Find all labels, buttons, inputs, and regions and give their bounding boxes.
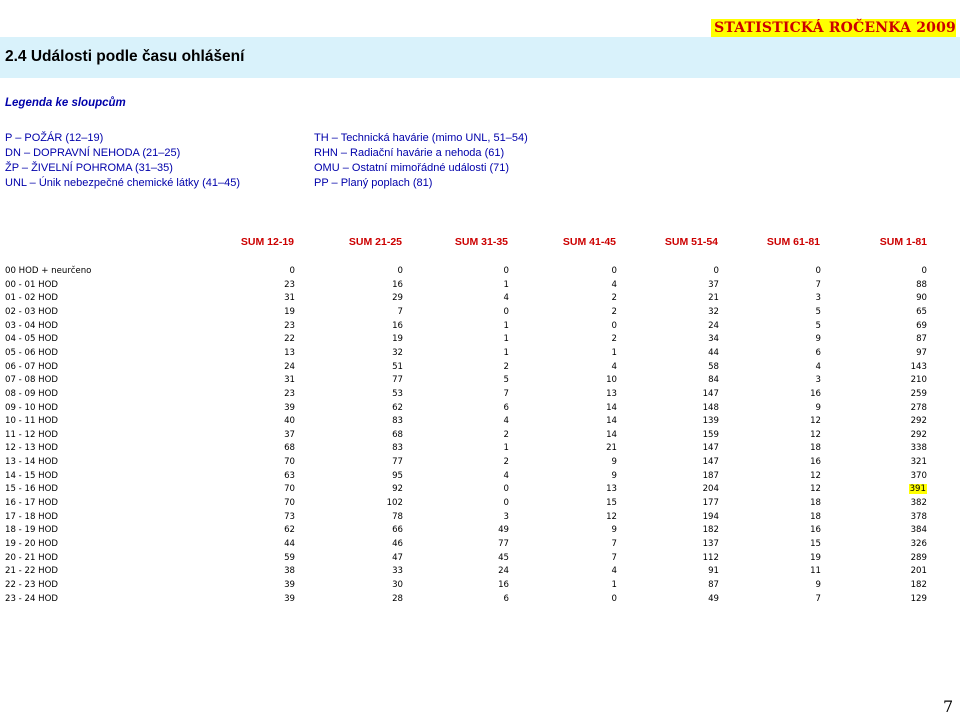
- table-cell: 97: [916, 347, 927, 358]
- table-cell: 0: [815, 266, 821, 276]
- table-cell: 6: [815, 347, 821, 358]
- legend-item: UNL – Únik nebezpečné chemické látky (41–45): [5, 177, 240, 189]
- table-cell: 147: [702, 457, 719, 468]
- table-cell: 148: [702, 402, 719, 413]
- table-cell: 49: [708, 593, 719, 604]
- table-cell: 68: [284, 443, 295, 454]
- table-cell: 44: [708, 347, 719, 358]
- table-cell: 21: [708, 293, 719, 304]
- row-label: 03 - 04 HOD: [5, 320, 59, 331]
- table-cell: 78: [392, 511, 403, 522]
- table-cell: 5: [503, 375, 509, 386]
- table-cell: 68: [392, 429, 403, 440]
- row-label: 01 - 02 HOD: [5, 293, 59, 304]
- table-row: [5, 334, 927, 348]
- legend-item: PP – Planý poplach (81): [314, 177, 433, 189]
- table-cell: 14: [606, 402, 617, 413]
- table-cell: 40: [284, 416, 295, 427]
- table-cell: 32: [708, 306, 719, 317]
- table-cell: 0: [503, 484, 509, 495]
- table-cell: 70: [284, 457, 295, 468]
- table-cell: 9: [611, 457, 617, 468]
- row-label: 11 - 12 HOD: [5, 429, 59, 440]
- row-label: 12 - 13 HOD: [5, 443, 59, 454]
- column-header-sum-31-35: SUM 31-35: [454, 236, 508, 248]
- table-cell: 16: [392, 320, 403, 331]
- table-row: [5, 389, 927, 403]
- table-row: [5, 594, 927, 608]
- table-cell: 12: [810, 470, 821, 481]
- row-label: 23 - 24 HOD: [5, 593, 59, 604]
- table-cell: 289: [910, 552, 927, 563]
- section-title: 2.4 Události podle času ohlášení: [5, 48, 245, 65]
- table-cell: 182: [702, 525, 719, 536]
- table-row: [5, 498, 927, 512]
- table-cell: 30: [392, 579, 403, 590]
- table-cell: 0: [921, 266, 927, 276]
- table-cell: 63: [284, 470, 295, 481]
- column-header-sum-12-19: SUM 12-19: [240, 236, 294, 248]
- table-cell: 326: [910, 539, 927, 549]
- table-row: [5, 566, 927, 580]
- table-cell: 23: [284, 388, 295, 399]
- table-cell: 6: [503, 402, 509, 413]
- row-label: 14 - 15 HOD: [5, 470, 59, 481]
- table-cell: 13: [606, 484, 617, 495]
- table-cell: 139: [702, 416, 719, 427]
- table-cell: 23: [284, 320, 295, 331]
- column-header-sum-21-25: SUM 21-25: [348, 236, 402, 248]
- table-cell-highlighted: 391: [909, 484, 926, 495]
- table-cell: 14: [606, 416, 617, 427]
- table-cell: 0: [503, 306, 509, 317]
- table-cell: 201: [910, 566, 927, 577]
- row-label: 04 - 05 HOD: [5, 334, 59, 345]
- table-cell: 0: [713, 266, 719, 276]
- table-cell: 12: [810, 429, 821, 440]
- table-cell: 143: [910, 361, 927, 372]
- table-cell: 159: [702, 429, 719, 440]
- row-label: 02 - 03 HOD: [5, 306, 59, 317]
- table-cell: 70: [284, 484, 295, 495]
- row-label: 19 - 20 HOD: [5, 539, 59, 549]
- table-cell: 4: [815, 361, 821, 372]
- table-row: [5, 375, 927, 389]
- row-label: 13 - 14 HOD: [5, 457, 59, 468]
- table-cell: 0: [289, 266, 295, 276]
- table-cell: 1: [503, 320, 509, 331]
- table-cell: 4: [611, 279, 617, 290]
- table-row: [5, 471, 927, 485]
- table-cell: 39: [284, 593, 295, 604]
- legend-left-column: [5, 131, 240, 191]
- table-cell: 77: [392, 457, 403, 468]
- row-label: 18 - 19 HOD: [5, 525, 59, 536]
- table-cell: 18: [810, 511, 821, 522]
- table-cell: 45: [498, 552, 509, 563]
- table-cell: 12: [810, 484, 821, 495]
- table-cell: 2: [611, 306, 617, 317]
- table-cell: 194: [702, 511, 719, 522]
- table-cell: 1: [503, 334, 509, 345]
- table-cell: 7: [815, 593, 821, 604]
- table-cell: 2: [503, 429, 509, 440]
- row-label: 21 - 22 HOD: [5, 566, 59, 577]
- table-cell: 3: [815, 375, 821, 386]
- legend-item: P – POŽÁR (12–19): [5, 132, 104, 144]
- table-cell: 378: [910, 511, 927, 522]
- table-cell: 24: [498, 566, 509, 577]
- table-cell: 37: [284, 429, 295, 440]
- table-cell: 384: [910, 525, 927, 536]
- table-cell: 9: [815, 402, 821, 413]
- table-cell: 16: [498, 579, 509, 590]
- table-cell: 187: [702, 470, 719, 481]
- table-cell: 83: [392, 416, 403, 427]
- table-row: [5, 280, 927, 294]
- legend-right-column: [314, 131, 528, 191]
- table-cell: 1: [611, 579, 617, 590]
- table-cell: 83: [392, 443, 403, 454]
- table-cell: 18: [810, 443, 821, 454]
- table-cell: 0: [611, 593, 617, 604]
- table-cell: 11: [810, 566, 821, 577]
- column-header-sum-51-54: SUM 51-54: [664, 236, 718, 248]
- table-cell: 58: [708, 361, 719, 372]
- table-cell: 73: [284, 511, 295, 522]
- table-cell: 77: [392, 375, 403, 386]
- table-cell: 102: [386, 498, 403, 509]
- table-cell: 1: [503, 279, 509, 290]
- table-row: [5, 266, 927, 280]
- table-cell: 7: [611, 552, 617, 563]
- table-cell: 13: [606, 388, 617, 399]
- table-cell: 59: [284, 552, 295, 563]
- table-row: [5, 362, 927, 376]
- table-row: [5, 443, 927, 457]
- table-cell: 49: [498, 525, 509, 536]
- table-cell: 19: [810, 552, 821, 563]
- table-row: [5, 430, 927, 444]
- table-row: [5, 580, 927, 594]
- table-cell: 9: [611, 525, 617, 536]
- table-cell: 15: [810, 539, 821, 549]
- table-cell: 19: [284, 306, 295, 317]
- row-label: 16 - 17 HOD: [5, 498, 59, 509]
- table-cell: 0: [397, 266, 403, 276]
- table-cell: 147: [702, 388, 719, 399]
- table-cell: 33: [392, 566, 403, 577]
- legend-heading: Legenda ke sloupcům: [5, 97, 126, 109]
- table-cell: 87: [708, 579, 719, 590]
- table-cell: 7: [397, 306, 403, 317]
- table-row: [5, 348, 927, 362]
- table-cell: 292: [910, 416, 927, 427]
- table-cell: 23: [284, 279, 295, 290]
- column-header-sum-41-45: SUM 41-45: [562, 236, 616, 248]
- table-cell: 31: [284, 375, 295, 386]
- table-cell: 259: [910, 388, 927, 399]
- table-cell: 292: [910, 429, 927, 440]
- table-cell: 37: [708, 279, 719, 290]
- table-cell: 9: [611, 470, 617, 481]
- table-cell: 370: [910, 470, 927, 481]
- table-cell: 13: [284, 347, 295, 358]
- row-label: 00 HOD + neurčeno: [5, 266, 92, 276]
- table-cell: 129: [910, 593, 927, 604]
- table-cell: 4: [611, 361, 617, 372]
- table-cell: 46: [392, 539, 403, 549]
- legend-item: DN – DOPRAVNÍ NEHODA (21–25): [5, 147, 181, 159]
- table-cell: 321: [910, 457, 927, 468]
- table-cell: 0: [611, 320, 617, 331]
- table-cell: 32: [392, 347, 403, 358]
- row-label: 05 - 06 HOD: [5, 347, 59, 358]
- table-cell: 44: [284, 539, 295, 549]
- table-cell: 38: [284, 566, 295, 577]
- table-cell: 204: [702, 484, 719, 495]
- table-cell: 62: [284, 525, 295, 536]
- table-cell: 31: [284, 293, 295, 304]
- row-label: 20 - 21 HOD: [5, 552, 59, 563]
- table-cell: 6: [503, 593, 509, 604]
- table-cell: 2: [503, 457, 509, 468]
- table-cell: 29: [392, 293, 403, 304]
- table-cell: 7: [611, 539, 617, 549]
- table-row: [5, 539, 927, 553]
- table-cell: 51: [392, 361, 403, 372]
- table-cell: 92: [392, 484, 403, 495]
- table-cell: 0: [503, 266, 509, 276]
- table-cell: 16: [810, 388, 821, 399]
- table-row: [5, 525, 927, 539]
- table-cell: 47: [392, 552, 403, 563]
- table-cell: 1: [503, 443, 509, 454]
- table-cell: 12: [810, 416, 821, 427]
- table-cell: 1: [503, 347, 509, 358]
- table-cell: 19: [392, 334, 403, 345]
- table-cell: 87: [916, 334, 927, 345]
- page-number: 7: [943, 697, 954, 716]
- table-cell: 182: [910, 579, 927, 590]
- column-header-sum-1-81: SUM 1-81: [879, 236, 927, 248]
- table-cell: 4: [503, 293, 509, 304]
- table-cell: 88: [916, 279, 927, 290]
- table-cell: 3: [503, 511, 509, 522]
- table-cell: 24: [284, 361, 295, 372]
- row-label: 08 - 09 HOD: [5, 388, 59, 399]
- table-cell: 2: [611, 334, 617, 345]
- table-cell: 7: [815, 279, 821, 290]
- row-label: 09 - 10 HOD: [5, 402, 59, 413]
- table-cell: 53: [392, 388, 403, 399]
- table-cell: 39: [284, 402, 295, 413]
- table-cell: 69: [916, 320, 927, 331]
- table-cell: 4: [611, 566, 617, 577]
- table-row: [5, 293, 927, 307]
- table-cell: 84: [708, 375, 719, 386]
- table-cell: 21: [606, 443, 617, 454]
- legend-item: ŽP – ŽIVELNÍ POHROMA (31–35): [5, 162, 173, 174]
- table-cell: 39: [284, 579, 295, 590]
- table-cell: 28: [392, 593, 403, 604]
- table-cell: 91: [708, 566, 719, 577]
- table-cell: 16: [810, 525, 821, 536]
- table-row: [5, 457, 927, 471]
- table-cell: 14: [606, 429, 617, 440]
- table-cell: 34: [708, 334, 719, 345]
- table-cell: 15: [606, 498, 617, 509]
- table-cell: 16: [810, 457, 821, 468]
- table-cell: 9: [815, 579, 821, 590]
- table-cell: 382: [910, 498, 927, 509]
- table-cell: 65: [916, 306, 927, 317]
- table-row: [5, 416, 927, 430]
- row-label: 22 - 23 HOD: [5, 579, 59, 590]
- table-cell: 10: [606, 375, 617, 386]
- table-cell: 24: [708, 320, 719, 331]
- table-cell: 2: [503, 361, 509, 372]
- row-label: 17 - 18 HOD: [5, 511, 59, 522]
- table-cell: 2: [611, 293, 617, 304]
- table-cell: 3: [815, 293, 821, 304]
- table-cell: 70: [284, 498, 295, 509]
- table-row: [5, 403, 927, 417]
- legend-item: RHN – Radiační havárie a nehoda (61): [314, 147, 505, 159]
- table-cell: 62: [392, 402, 403, 413]
- table-cell: 5: [815, 306, 821, 317]
- table-cell: 66: [392, 525, 403, 536]
- table-cell: 1: [611, 347, 617, 358]
- table-cell: 338: [910, 443, 927, 454]
- table-cell: 5: [815, 320, 821, 331]
- table-row: [5, 553, 927, 567]
- row-label: 15 - 16 HOD: [5, 484, 59, 495]
- table-cell: 95: [392, 470, 403, 481]
- table-cell: 278: [910, 402, 927, 413]
- table-cell: 210: [910, 375, 927, 386]
- table-row: [5, 512, 927, 526]
- yearbook-label: STATISTICKÁ ROČENKA 2009: [711, 19, 956, 37]
- row-label: 00 - 01 HOD: [5, 279, 59, 290]
- table-cell: 0: [611, 266, 617, 276]
- table-cell: 0: [503, 498, 509, 509]
- table-cell: 4: [503, 416, 509, 427]
- table-cell: 137: [702, 539, 719, 549]
- column-header-sum-61-81: SUM 61-81: [766, 236, 820, 248]
- legend-item: OMU – Ostatní mimořádné události (71): [314, 162, 510, 174]
- table-cell: 12: [606, 511, 617, 522]
- row-label: 10 - 11 HOD: [5, 416, 59, 427]
- table-row: [5, 321, 927, 335]
- row-label: 07 - 08 HOD: [5, 375, 59, 386]
- table-cell: 112: [702, 552, 719, 563]
- table-cell: 90: [916, 293, 927, 304]
- table-cell: 16: [392, 279, 403, 290]
- row-label: 06 - 07 HOD: [5, 361, 59, 372]
- legend-item: TH – Technická havárie (mimo UNL, 51–54): [314, 132, 528, 144]
- table-cell: 177: [702, 498, 719, 509]
- table-cell: 147: [702, 443, 719, 454]
- table-cell: 7: [503, 388, 509, 399]
- table-cell: 18: [810, 498, 821, 509]
- table-row: [5, 484, 927, 498]
- table-cell: 22: [284, 334, 295, 345]
- table-cell: 77: [498, 539, 509, 549]
- table-cell: 9: [815, 334, 821, 345]
- table-cell: 4: [503, 470, 509, 481]
- table-row: [5, 307, 927, 321]
